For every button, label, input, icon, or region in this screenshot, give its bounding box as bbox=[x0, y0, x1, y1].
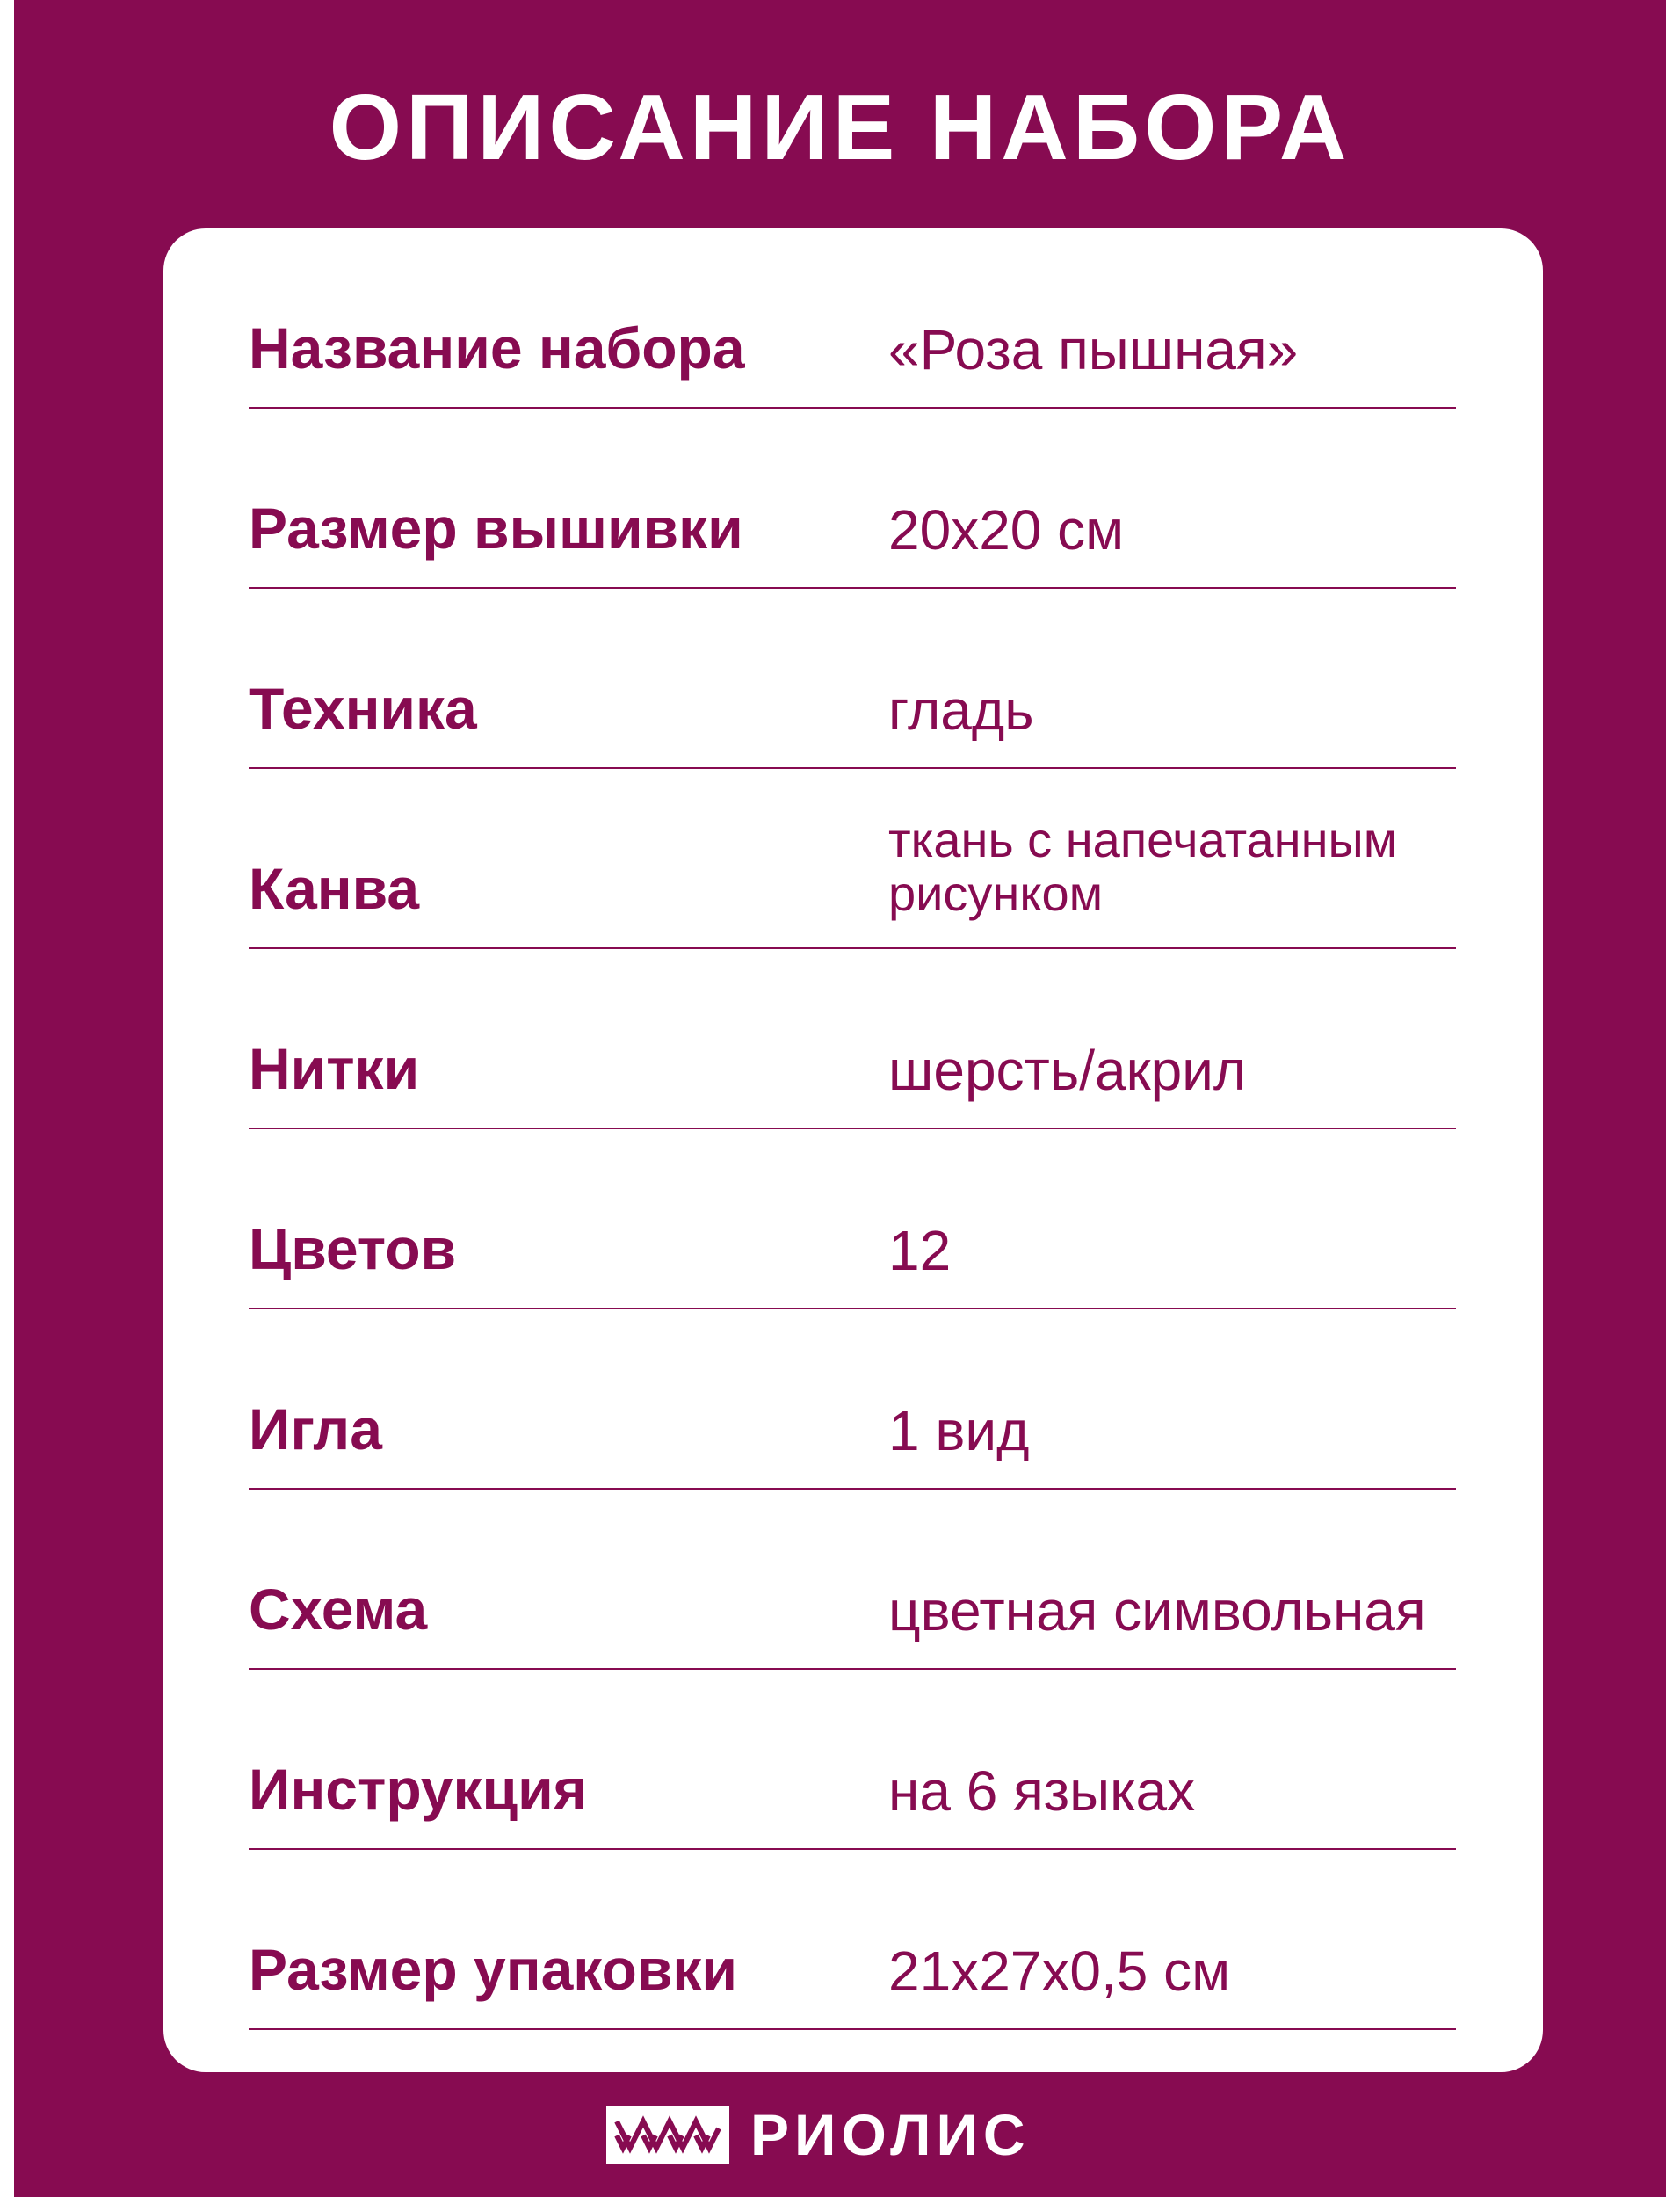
brand-logo bbox=[606, 2099, 1031, 2170]
spec-value: ткань с напечатанным рисунком bbox=[888, 811, 1398, 922]
spec-value: «Роза пышная» bbox=[888, 317, 1299, 381]
page-title: ОПИСАНИЕ НАБОРА bbox=[329, 76, 1351, 179]
spec-label: Игла bbox=[249, 1396, 382, 1462]
spec-row-canvas bbox=[249, 769, 1456, 949]
spec-row-instruction bbox=[249, 1670, 1456, 1850]
spec-row-name bbox=[249, 228, 1456, 409]
spec-row-size bbox=[249, 409, 1456, 589]
spec-label: Схема bbox=[249, 1577, 428, 1642]
spec-row-needle bbox=[249, 1309, 1456, 1490]
spec-row-scheme bbox=[249, 1490, 1456, 1670]
riolis-logo-icon bbox=[606, 2106, 729, 2164]
description-card bbox=[163, 228, 1543, 2072]
spec-value: цветная символьная bbox=[888, 1578, 1426, 1642]
spec-label: Цветов bbox=[249, 1216, 457, 1282]
spec-label: Канва bbox=[249, 856, 420, 922]
spec-label: Размер вышивки bbox=[249, 496, 743, 562]
spec-row-technique bbox=[249, 589, 1456, 769]
spec-value: 1 вид bbox=[888, 1398, 1030, 1462]
spec-label: Размер упаковки bbox=[249, 1937, 737, 2003]
spec-label: Нитки bbox=[249, 1036, 420, 1102]
spec-row-package bbox=[249, 1850, 1456, 2030]
spec-value: 12 bbox=[888, 1218, 952, 1282]
spec-value: 21х27х0,5 см bbox=[888, 1939, 1231, 2003]
spec-label: Техника bbox=[249, 676, 477, 742]
spec-value: 20х20 см bbox=[888, 497, 1125, 562]
spec-value: шерсть/акрил bbox=[888, 1038, 1247, 1102]
page-background bbox=[14, 0, 1666, 2197]
spec-row-colors bbox=[249, 1129, 1456, 1309]
spec-value: гладь bbox=[888, 678, 1034, 742]
spec-label: Название набора bbox=[249, 315, 745, 381]
spec-label: Инструкция bbox=[249, 1757, 588, 1823]
spec-value: на 6 языках bbox=[888, 1758, 1196, 1823]
spec-row-threads bbox=[249, 949, 1456, 1129]
brand-name: РИОЛИС bbox=[750, 2102, 1031, 2167]
